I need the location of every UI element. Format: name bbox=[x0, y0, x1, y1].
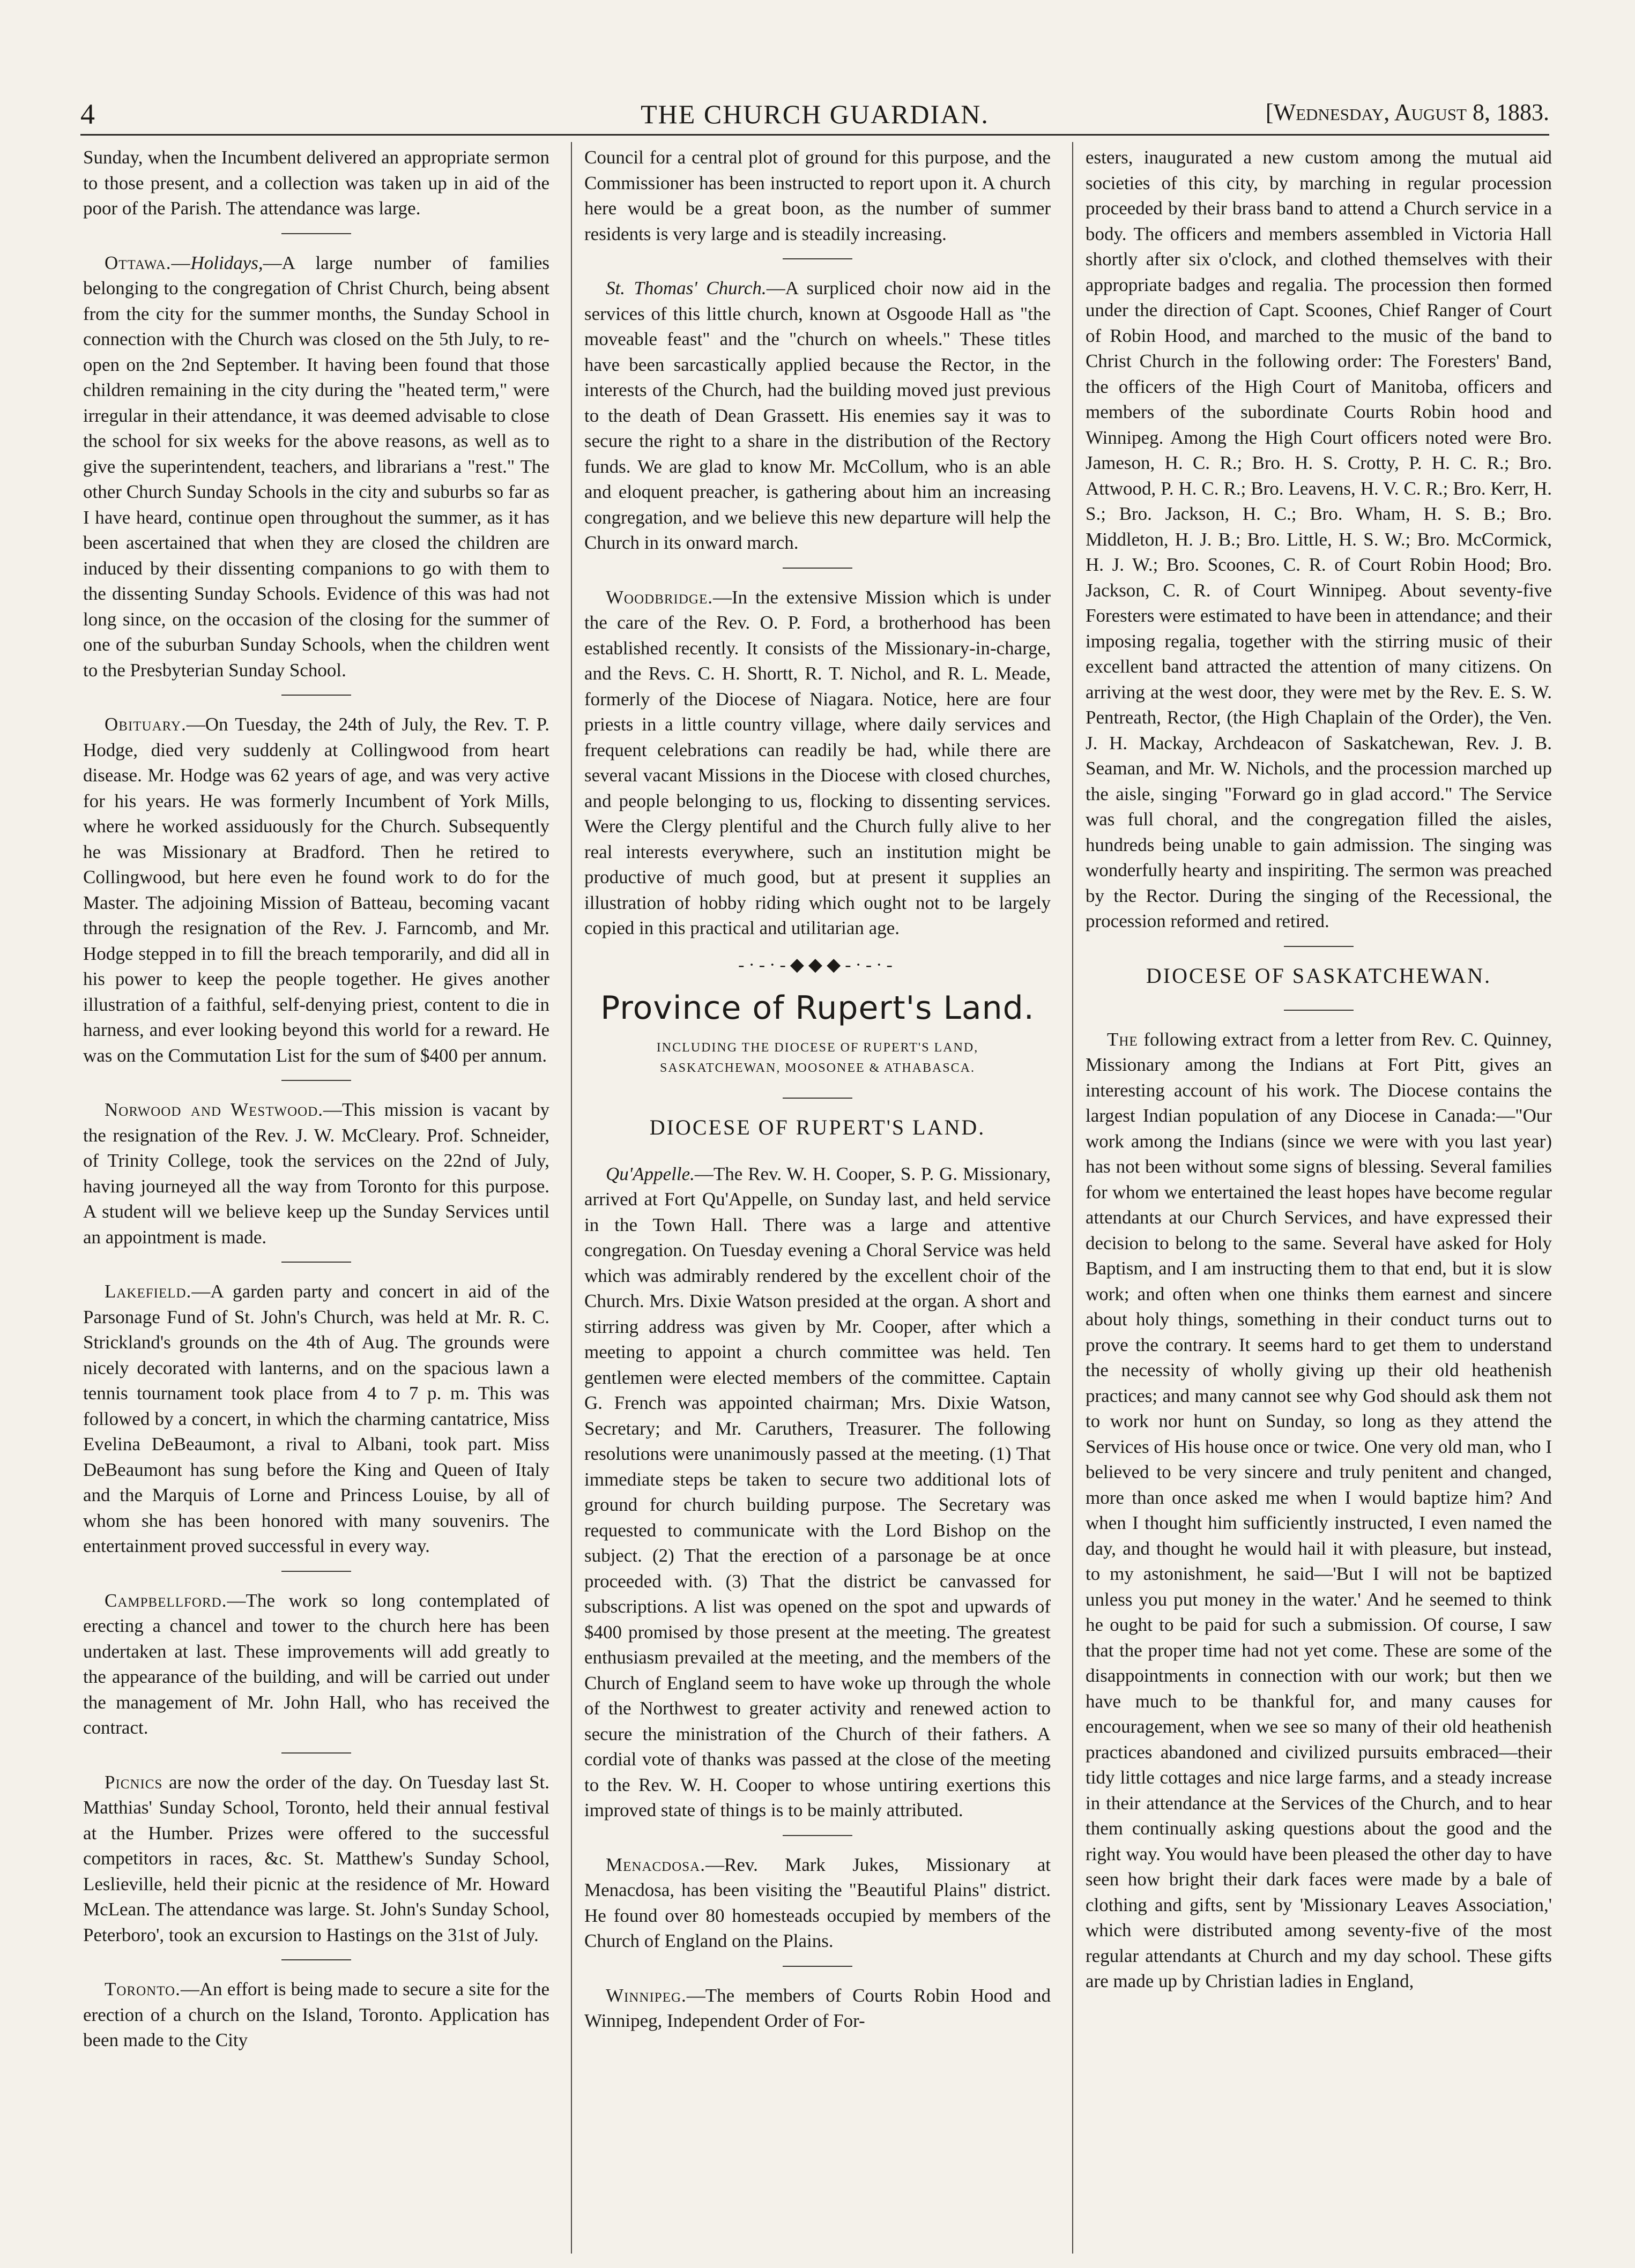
article-paragraph: Council for a central plot of ground for this purpose, and the Commissioner has been instructed to report upon it. A church here would be a great boon, as the number of summer residents is very large and is steadily increasing. bbox=[584, 147, 1051, 244]
article-heading: Woodbridge. bbox=[606, 586, 714, 608]
section-divider bbox=[281, 1571, 351, 1572]
section-divider bbox=[281, 695, 351, 696]
article-woodbridge bbox=[584, 585, 1051, 941]
article-body: —A garden party and concert in aid of the Parsonage Fund of St. John's Church, was held at Mr. R. C. Strickland's grounds on the 4th of Aug. The grounds were nicely decorated with lanterns, and on the spacious lawn a tennis tournament took place from 4 to 7 p. m. This was followed by a concert, in which the charming cantatrice, Miss Evelina DeBeaumont, a rival to Albani, took part. Miss DeBeaumont has sung before the King and Queen of Italy and the Marquis of Lorne and Princess Louise, by all of whom she has been honored with many souvenirs. The entertainment proved successful in every way. bbox=[83, 1281, 549, 1556]
article-body: —A large number of families belonging to the congregation of Christ Church, being absent from the city for the summer months, the Sunday School in connection with the Church was closed on the 5th July, to re-open on the 2nd September. It having been found that those children remaining in the city during the "heated term," were irregular in their attendance, it was deemed advisable to close the school for six weeks for the above reasons, as well as to give the superintendent, teachers, and librarians a "rest." The other Church Sunday Schools in the city and suburbs so far as I have heard, continue open throughout the summer, as it has been ascertained that when they are closed the children are induced by their dissenting companions to go with them to the dissenting Sunday Schools. Evidence of this was had not long since, on the occasion of the closing for the summer of one of the suburban Sunday Schools, when the children went to the Presbyterian Sunday School. bbox=[83, 252, 549, 681]
page-number: 4 bbox=[80, 98, 95, 130]
newspaper-title: THE CHURCH GUARDIAN. bbox=[641, 99, 989, 129]
article-winnipeg bbox=[584, 1983, 1051, 2034]
section-divider bbox=[1284, 1010, 1354, 1011]
section-divider bbox=[281, 1752, 351, 1754]
subtitle-line: SASKATCHEWAN, MOOSONEE & ATHABASCA. bbox=[659, 1061, 976, 1075]
column-3 bbox=[1086, 145, 1552, 2251]
section-divider bbox=[281, 1080, 351, 1081]
article-st-thomas bbox=[584, 275, 1051, 556]
article-heading: Ottawa.— bbox=[105, 252, 191, 273]
article-menacdosa bbox=[584, 1852, 1051, 1954]
ornament-divider: -·-·-◆◆◆-·-·- bbox=[738, 954, 897, 975]
section-title: Province of Rupert's Land. bbox=[600, 989, 1035, 1027]
section-divider bbox=[281, 1959, 351, 1960]
article-toronto bbox=[83, 1976, 549, 2053]
section-divider bbox=[783, 1835, 852, 1836]
article-heading: St. Thomas' Church. bbox=[606, 278, 767, 299]
article-ottawa bbox=[83, 250, 549, 683]
diocese-title: DIOCESE OF RUPERT'S LAND. bbox=[649, 1115, 986, 1139]
article-obituary bbox=[83, 712, 549, 1068]
article-heading: Campbellford. bbox=[105, 1590, 227, 1611]
subtitle-line: INCLUDING THE DIOCESE OF RUPERT'S LAND, bbox=[656, 1040, 979, 1055]
article-heading: Obituary. bbox=[105, 714, 187, 735]
article-heading: Lakefield. bbox=[105, 1281, 192, 1302]
article-heading: Winnipeg. bbox=[606, 1984, 687, 2006]
article-body: following extract from a letter from Rev. C. Quinney, Missionary among the Indians at Fort Pitt, gives an interesting account of his work. The Diocese contains the largest Indian population of any Diocese in Canada:—"Our work among the Indians (since we were with you last year) has not been without some signs of blessing. Several families for whom we entertained the least hopes have become regular attendants at our Church Services, and have expressed their decision to belong to the same. Several have asked for Holy Baptism, and I am instructing them to that end, but it is slow work; and often when one thinks them earnest and sincere about holy things, something in their conduct turns out to prove the contrary. It seems hard to get them to understand the necessity of wholly giving up their old heathenish practices; and many cannot see why God should ask them not to work nor hunt on Sunday, so long as they attend the Services of His house once or twice. One very old man, who I believed to be very sincere and truly penitent and changed, more than once asked me when I would baptize him? And when I thought him sufficiently instructed, I even named the day, and thought he would hail it with pleasure, but instead, to my astonishment, he said—'But I will not be baptized unless you put money in the water.' And he seemed to think he ought to be paid for such a submission. Of course, I saw that the proper time had not yet come. These are some of the disappointments in connection with our work; but then we have much to be thankful for, and many causes for encouragement, when we see so many of their old heathenish practices abandoned and civilized pursuits embraced—their tidy little cottages and nice large farms, and a steady increase in their attendance at the Services of the Church, and to hear them continually asking questions about the good and the right way. You would have been pleased the other day to have seen how bright their dark faces were made by a bale of clothing and gifts, sent by 'Missionary Leaves Association,' which were distributed among seventy-five of the most regular attendants at Church and my day school. These gifts are made up by Christian ladies in England, bbox=[1086, 1028, 1552, 1991]
section-divider bbox=[281, 1262, 351, 1263]
article-body: —An effort is being made to secure a site for the erection of a church on the Island, Toronto. Application has been made to the City bbox=[83, 1979, 549, 2050]
article-body: —Rev. Mark Jukes, Missionary at Menacdosa, has been visiting the "Beautiful Plains" district. He found over 80 homesteads occupied by members of the Church of England on the Plains. bbox=[584, 1854, 1051, 1951]
section-divider bbox=[783, 258, 852, 259]
article-lakefield bbox=[83, 1279, 549, 1559]
article-body: —In the extensive Mission which is under the care of the Rev. O. P. Ford, a brotherhood has been established recently. It consists of the Missionary-in-charge, and the Revs. C. H. Shortt, R. T. Nichol, and R. L. Meade, formerly of the Diocese of Niagara. Notice, here are four priests in a little country village, where daily services and frequent celebrations can readily be had, while there are several vacant Missions in the Diocese with closed churches, and people belonging to us, flocking to dissenting services. Were the Clergy plentiful and the Church fully alive to her real interests everywhere, such an institution might be productive of much good, but at present it supplies an illustration of hobby riding which ought not to be largely copied in this practical and utilitarian age. bbox=[584, 586, 1051, 938]
article-heading: Menacdosa. bbox=[606, 1854, 705, 1875]
section-divider bbox=[1284, 946, 1354, 947]
section-divider bbox=[783, 1966, 852, 1967]
article-norwood bbox=[83, 1097, 549, 1250]
article-body: —The work so long contemplated of erecting a chancel and tower to the church here has been undertaken at last. These improvements will add greatly to the appearance of the building, and will be carried out under the management of Mr. John Hall, who has received the contract. bbox=[83, 1590, 549, 1738]
article-heading: Norwood and Westwood. bbox=[105, 1099, 323, 1120]
article-heading: The bbox=[1107, 1028, 1138, 1050]
article-body: are now the order of the day. On Tuesday last St. Matthias' Sunday School, Toronto, held their annual festival at the Humber. Prizes were offered to the successful competitors in races, &c. St. Matthew's Sunday School, Leslieville, held their picnic at the residence of Mr. Howard McLean. The attendance was large. St. John's Sunday School, Peterboro', took an excursion to Hastings on the 31st of July. bbox=[83, 1771, 549, 1945]
article-paragraph: Sunday, when the Incumbent delivered an appropriate sermon to those present, and a collection was taken up in aid of the poor of the Parish. The attendance was large. bbox=[83, 147, 549, 219]
diocese-title: DIOCESE OF SASKATCHEWAN. bbox=[1146, 963, 1492, 988]
article-quappelle bbox=[584, 1161, 1051, 1823]
article-body: —On Tuesday, the 24th of July, the Rev. T. P. Hodge, died very suddenly at Collingwood from heart disease. Mr. Hodge was 62 years of age, and was very active for his years. He was formerly Incumbent of York Mills, where he worked assiduously for the Church. Subsequently he was Missionary at Bradford. Then he retired to Collingwood, but here even he found work to do for the Master. The adjoining Mission of Batteau, becoming vacant through the resignation of the Rev. J. Farncomb, and Mr. Hodge stepped in to fill the breach temporarily, and did all in his power to keep the people together. He gives another illustration of a faithful, self-denying priest, content to die in harness, and ever looking beyond this world for a reward. He was on the Commutation List for the sum of $400 per annum. bbox=[83, 714, 549, 1066]
article-saskatchewan bbox=[1086, 1027, 1552, 1994]
masthead bbox=[80, 91, 1549, 136]
column-rule bbox=[1072, 142, 1073, 2254]
article-paragraph: esters, inaugurated a new custom among the mutual aid societies of this city, by marching in regular procession proceeded by their brass band to attend a Church service in a body. The officers and members assembled in Victoria Hall shortly after six o'clock, and clothed themselves with their appropriate badges and regalia. The procession then formed under the direction of Capt. Scoones, Chief Ranger of Court of Robin Hood, and marched to the music of the band to Christ Church in the following order: The Foresters' Band, the officers of the High Court of Manitoba, officers and members of the subordinate Courts Robin hood and Winnipeg. Among the High Court officers noted were Bro. Jameson, H. C. R.; Bro. H. S. Crotty, P. H. C. R.; Bro. Attwood, P. H. C. R.; Bro. Leavens, H. V. C. R.; Bro. Kerr, H. S.; Bro. Jackson, H. C.; Bro. Wham, H. S. B.; Bro. Middleton, H. J. B.; Bro. Little, H. S. W.; Bro. McCormick, H. J. W.; Bro. Scoones, C. R. of Court Robin Hood; Bro. Jackson, C. R. of Court Winnipeg. About seventy-five Foresters were estimated to have been in attendance; and their imposing regalia, together with the stirring music of their excellent band attracted the attention of many citizens. On arriving at the west door, they were met by the Rev. E. S. W. Pentreath, Rector, (the High Chaplain of the Order), the Ven. J. H. Mackay, Archdeacon of Saskatchewan, Rev. J. B. Seaman, and Mr. W. Nichols, and the procession marched up the aisle, singing "Forward go in glad accord." The Service was full choral, and the congregation filled the aisles, hundreds being unable to gain admission. The singing was wonderfully hearty and inspiriting. The sermon was preached by the Rector. During the singing of the Recessional, the procession reformed and retired. bbox=[1086, 147, 1552, 931]
column-1 bbox=[83, 145, 549, 2251]
article-body: —This mission is vacant by the resignation of the Rev. J. W. McCleary. Prof. Schneider, of Trinity College, took the services on the 22nd of July, having journeyed all the way from Toronto for this purpose. A student will we believe keep up the Sunday Services until an appointment is made. bbox=[83, 1099, 549, 1248]
section-divider bbox=[783, 568, 852, 569]
section-divider bbox=[783, 1098, 852, 1099]
section-subtitle bbox=[584, 1038, 1051, 1078]
section-divider bbox=[281, 233, 351, 234]
article-body: —A surpliced choir now aid in the services of this little church, known at Osgoode Hall as "the moveable feast" and the "church on wheels." These titles have been sarcastically applied because the Rector, in the interests of the Church, had the building moved just previous to the death of Dean Grassett. His enemies say it was to secure the right to a share in the distribution of the Rectory funds. We are glad to know Mr. McCollum, who is an able and eloquent preacher, is gathering about him an increasing congregation, and we believe this new departure will help the Church in its onward march. bbox=[584, 278, 1051, 553]
article-heading: Picnics bbox=[105, 1771, 163, 1793]
article-heading: Qu'Appelle. bbox=[606, 1163, 695, 1184]
issue-date: [Wednesday, August 8, 1883. bbox=[1265, 99, 1549, 125]
article-picnics bbox=[83, 1770, 549, 1948]
column-rule bbox=[571, 142, 572, 2254]
article-heading: Toronto. bbox=[105, 1979, 181, 2000]
article-subheading: Holidays, bbox=[190, 252, 263, 273]
column-2 bbox=[584, 145, 1051, 2251]
article-campbellford bbox=[83, 1588, 549, 1741]
article-body: —The members of Courts Robin Hood and Winnipeg, Independent Order of For- bbox=[584, 1984, 1051, 2031]
article-body: —The Rev. W. H. Cooper, S. P. G. Missionary, arrived at Fort Qu'Appelle, on Sunday last, and held service in the Town Hall. There was a large and attentive congregation. On Tuesday evening a Choral Service was held which was admirably rendered by the excellent choir of the Church. Mrs. Dixie Watson presided at the organ. A short and stirring address was given by Mr. Cooper, after which a meeting to appoint a church committee was held. Ten gentlemen were elected members of the committee. Captain G. French was appointed chairman; Mrs. Dixie Watson, Secretary; and Mr. Caruthers, Treasurer. The following resolutions were unanimously passed at the meeting. (1) That immediate steps be taken to secure two additional lots of ground for church building purpose. The Secretary was requested to communicate with the Lord Bishop on the subject. (2) That the erection of a parsonage be at once proceeded with. (3) That the district be canvassed for subscriptions. A list was opened on the spot and upwards of $400 promised by those present at the meeting. The greatest enthusiasm prevailed at the meeting, and the members of the Church of England seem to have woke up through the whole of the Northwest to greater activity and renewed action to secure the ministration of the Church of their fathers. A cordial vote of thanks was passed at the close of the meeting to the Rev. W. H. Cooper to whose untiring exertions this improved state of things is to be mainly attributed. bbox=[584, 1163, 1051, 1821]
